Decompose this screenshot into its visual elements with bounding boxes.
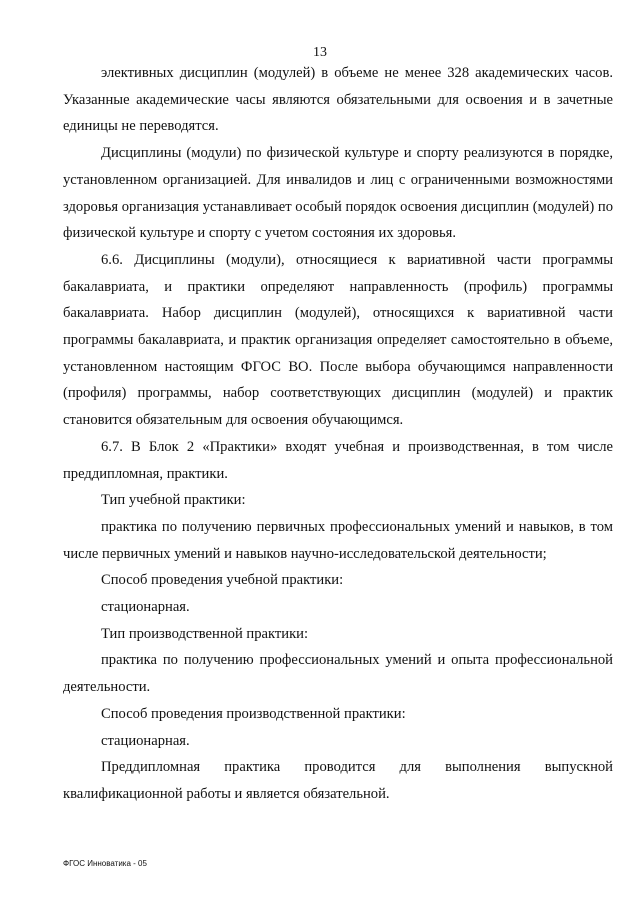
- paragraph-physical-culture: Дисциплины (модули) по физической культуре и спорту реализуются в порядке, установленном организацией. Для инвалидов и лиц с ограниченными возможностями здоровья организация устанавливает особый порядок освоения дисциплин (модулей) по физической культуре и спорту с учетом состояния их здоровья.: [63, 145, 613, 242]
- paragraph-6-6: 6.6. Дисциплины (модули), относящиеся к вариативной части программы бакалавриата, и практики определяют направленность (профиль) программы бакалавриата. Набор дисциплин (модулей), относящихся к вариативной части программы бакалавриата, и практик организация определяет самостоятельно в объеме, установленном настоящим ФГОС ВО. После выбора обучающимся направленности (профиля) программы, набор соответствующих дисциплин (модулей) и практик становится обязательным для освоения обучающимся.: [63, 251, 613, 429]
- footer-label: ФГОС Инноватика - 05: [63, 859, 147, 868]
- paragraph-6-7: 6.7. В Блок 2 «Практики» входят учебная и производственная, в том числе преддипломная, практики.: [63, 438, 613, 482]
- paragraph-training-type-heading: Тип учебной практики:: [101, 492, 246, 509]
- paragraph-production-method-heading: Способ проведения производственной практики:: [101, 705, 406, 722]
- paragraph-production-type-heading: Тип производственной практики:: [101, 625, 309, 642]
- paragraph-production-method: стационарная.: [101, 732, 190, 749]
- paragraph-pre-diploma: Преддипломная практика проводится для выполнения выпускной квалификационной работы и является обязательной.: [63, 759, 613, 802]
- page-number: 13: [313, 45, 327, 60]
- paragraph-production-type: практика по получению профессиональных умений и опыта профессиональной деятельности.: [63, 652, 613, 696]
- paragraph-elective-hours: элективных дисциплин (модулей) в объеме не менее 328 академических часов. Указанные академические часы являются обязательными для освоения и в зачетные единицы не переводятся.: [63, 65, 613, 135]
- paragraph-training-method: стационарная.: [101, 599, 190, 616]
- body-text: [63, 60, 613, 808]
- paragraph-training-method-heading: Способ проведения учебной практики:: [101, 572, 344, 589]
- paragraph-training-type: практика по получению первичных профессиональных умений и навыков, в том числе первичных умений и навыков научно-исследовательской деятельности;: [63, 518, 613, 562]
